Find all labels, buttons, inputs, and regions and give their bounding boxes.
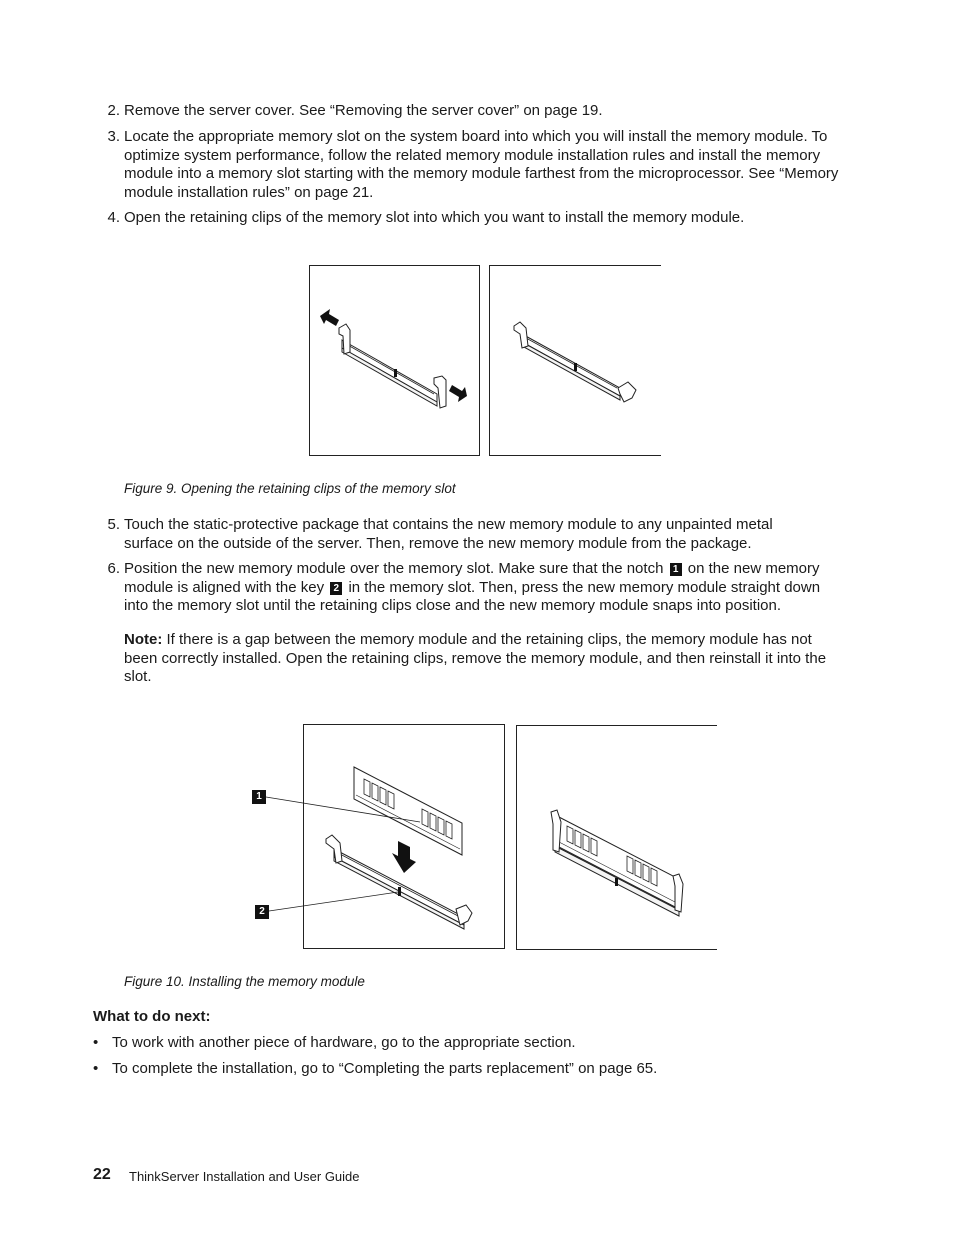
note-text: If there is a gap between the memory module and the retaining clips, the memory module has not been correctly installed. Open the retaining clips, remove the memory module, and then reinstall it into the slot. <box>124 631 827 686</box>
page-number: 22 <box>93 1166 111 1183</box>
callout-badge-2: 2 <box>255 905 269 919</box>
step-number: 6. <box>107 560 120 577</box>
bullet-icon: • <box>93 1034 99 1051</box>
figure-caption: Figure 9. Opening the retaining clips of the memory slot <box>124 481 456 496</box>
bullet-icon: • <box>93 1060 99 1077</box>
step-text-part: on the new memory module is aligned with the key <box>124 560 820 596</box>
callout-badge: 2 <box>330 582 342 595</box>
step-text: Remove the server cover. See “Removing the server cover” on page 19. <box>124 102 603 119</box>
callout-badge: 1 <box>670 563 682 576</box>
footer-title: ThinkServer Installation and User Guide <box>129 1169 360 1184</box>
step-text: Open the retaining clips of the memory slot into which you want to install the memory module. <box>124 209 745 226</box>
step-text: Locate the appropriate memory slot on the system board into which you will install the memory module. To optimize system performance, follow the related memory module installation rules and install the memory module into a memory slot starting with the memory module farthest from the microprocessor. See “Memory module installation rules” on page 21. <box>124 128 839 201</box>
figure-caption: Figure 10. Installing the memory module <box>124 974 365 989</box>
step-text-part: Position the new memory module over the memory slot. Make sure that the notch <box>124 560 664 577</box>
step-text: Touch the static-protective package that contains the new memory module to any unpainted metal surface on the outside of the server. Then, remove the new memory module from the package. <box>124 516 773 552</box>
step-text-part: in the memory slot. Then, press the new memory module straight down into the memory slot until the retaining clips close and the new memory module snaps into position. <box>124 578 821 615</box>
list-item-text: To work with another piece of hardware, go to the appropriate section. <box>112 1034 576 1051</box>
step-number: 2. <box>107 102 120 119</box>
step-number: 5. <box>107 516 120 533</box>
step-number: 3. <box>107 128 120 145</box>
step-number: 4. <box>107 209 120 226</box>
list-item-text: To complete the installation, go to “Completing the parts replacement” on page 65. <box>112 1060 658 1077</box>
note-label: Note: <box>124 631 163 648</box>
section-heading: What to do next: <box>93 1008 211 1025</box>
callout-badge-1: 1 <box>252 790 266 804</box>
